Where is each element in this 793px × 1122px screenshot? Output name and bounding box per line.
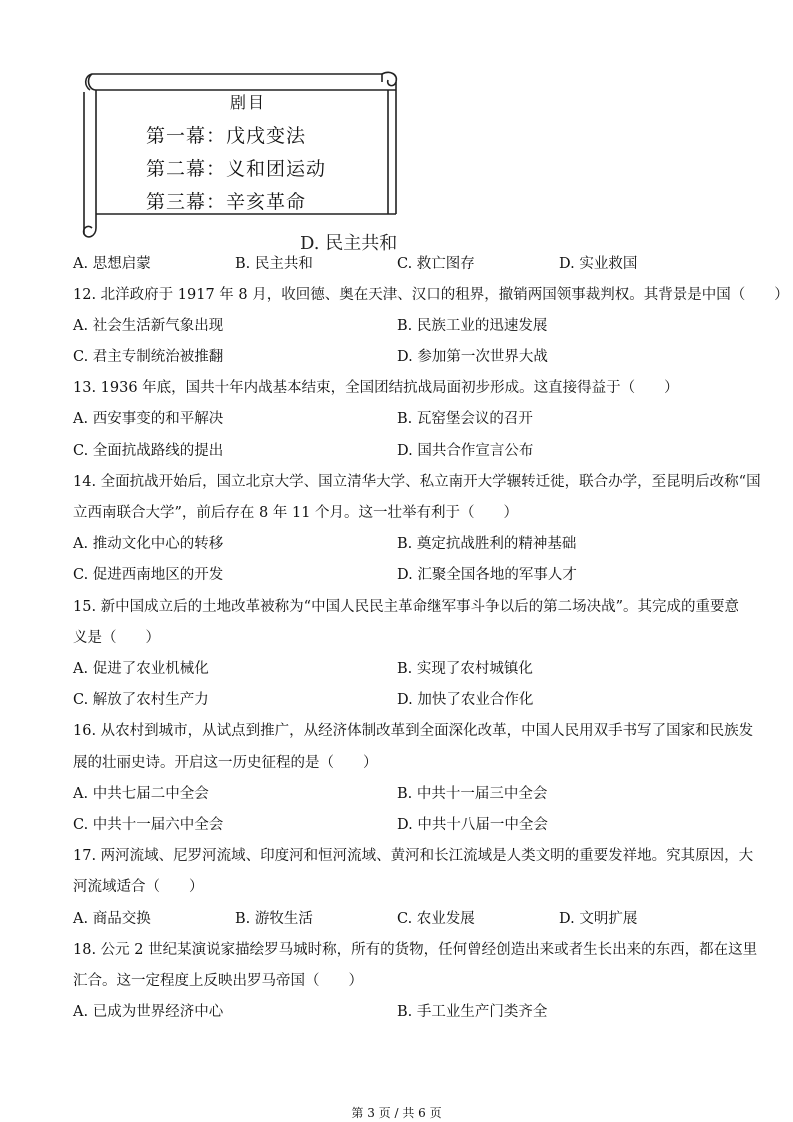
q18-stem-line1: 18. 公元 2 世纪某演说家描绘罗马城时称，所有的货物，任何曾经创造出来或者生长出来的东西，都在这里 [73, 942, 758, 958]
q13-option-a[interactable]: A. 西安事变的和平解决 [73, 411, 224, 427]
q17-option-d[interactable]: D. 文明扩展 [559, 911, 638, 927]
q11-option-b[interactable]: B. 民主共和 [235, 256, 313, 272]
q11-option-c[interactable]: C. 救亡图存 [397, 256, 475, 272]
q17-option-b[interactable]: B. 游牧生活 [235, 911, 313, 927]
q18-option-b[interactable]: B. 手工业生产门类齐全 [397, 1004, 548, 1020]
act-two: 第二幕：义和团运动 [146, 158, 327, 180]
q15-option-b[interactable]: B. 实现了农村城镇化 [397, 661, 533, 677]
q13-option-c[interactable]: C. 全面抗战路线的提出 [73, 443, 224, 459]
q16-stem-line2: 展的壮丽史诗。开启这一历史征程的是（ ） [73, 755, 378, 771]
q16-option-d[interactable]: D. 中共十八届一中全会 [397, 817, 548, 833]
q15-option-c[interactable]: C. 解放了农村生产力 [73, 692, 209, 708]
q12-option-a[interactable]: A. 社会生活新气象出现 [73, 318, 224, 334]
act-three: 第三幕：辛亥革命 [146, 191, 307, 213]
q14-stem-line1: 14. 全面抗战开始后，国立北京大学、国立清华大学、私立南开大学辗转迁徙，联合办学，至昆明后改称“国 [73, 474, 761, 490]
q11-option-a[interactable]: A. 思想启蒙 [73, 256, 151, 272]
q17-option-a[interactable]: A. 商品交换 [73, 911, 151, 927]
q14-option-a[interactable]: A. 推动文化中心的转移 [73, 536, 224, 552]
q11-option-d[interactable]: D. 实业救国 [559, 256, 638, 272]
q16-stem-line1: 16. 从农村到城市，从试点到推广，从经济体制改革到全面深化改革，中国人民用双手书写了国家和民族发 [73, 723, 754, 739]
q16-option-a[interactable]: A. 中共七届二中全会 [73, 786, 209, 802]
q13-stem: 13. 1936 年底，国共十年内战基本结束，全国团结抗战局面初步形成。这直接得益于（ ） [73, 380, 679, 396]
q15-stem-line1: 15. 新中国成立后的土地改革被称为“中国人民民主革命继军事斗争以后的第二场决战”。其完成的重要意 [73, 599, 739, 615]
q14-stem-line2: 立西南联合大学”，前后存在 8 年 11 个月。这一壮举有利于（ ） [73, 505, 519, 521]
cropped-option-text: D. 民主共和 [300, 233, 398, 254]
q17-stem-line1: 17. 两河流域、尼罗河流域、印度河和恒河流域、黄河和长江流域是人类文明的重要发祥地。究其原因，大 [73, 848, 754, 864]
q12-option-c[interactable]: C. 君主专制统治被推翻 [73, 349, 224, 365]
q15-stem-line2: 义是（ ） [73, 630, 160, 646]
q14-option-c[interactable]: C. 促进西南地区的开发 [73, 567, 224, 583]
playbill-title: 剧目 [230, 93, 267, 112]
q12-stem: 12. 北洋政府于 1917 年 8 月，收回德、奥在天津、汉口的租界，撤销两国领事裁判权。其背景是中国（ ） [73, 287, 789, 303]
q14-option-b[interactable]: B. 奠定抗战胜利的精神基础 [397, 536, 577, 552]
q13-option-b[interactable]: B. 瓦窑堡会议的召开 [397, 411, 533, 427]
q14-option-d[interactable]: D. 汇聚全国各地的军事人才 [397, 567, 577, 583]
q15-option-a[interactable]: A. 促进了农业机械化 [73, 661, 209, 677]
q16-option-c[interactable]: C. 中共十一届六中全会 [73, 817, 224, 833]
q12-option-b[interactable]: B. 民族工业的迅速发展 [397, 318, 548, 334]
q15-option-d[interactable]: D. 加快了农业合作化 [397, 692, 534, 708]
q13-option-d[interactable]: D. 国共合作宣言公布 [397, 443, 534, 459]
q17-stem-line2: 河流域适合（ ） [73, 879, 204, 895]
q18-stem-line2: 汇合。这一定程度上反映出罗马帝国（ ） [73, 973, 363, 989]
q18-option-a[interactable]: A. 已成为世界经济中心 [73, 1004, 224, 1020]
q16-option-b[interactable]: B. 中共十一届三中全会 [397, 786, 548, 802]
q17-option-c[interactable]: C. 农业发展 [397, 911, 475, 927]
q12-option-d[interactable]: D. 参加第一次世界大战 [397, 349, 548, 365]
act-one: 第一幕：戊戌变法 [146, 125, 307, 147]
page-number-footer: 第 3 页 / 共 6 页 [351, 1106, 442, 1120]
